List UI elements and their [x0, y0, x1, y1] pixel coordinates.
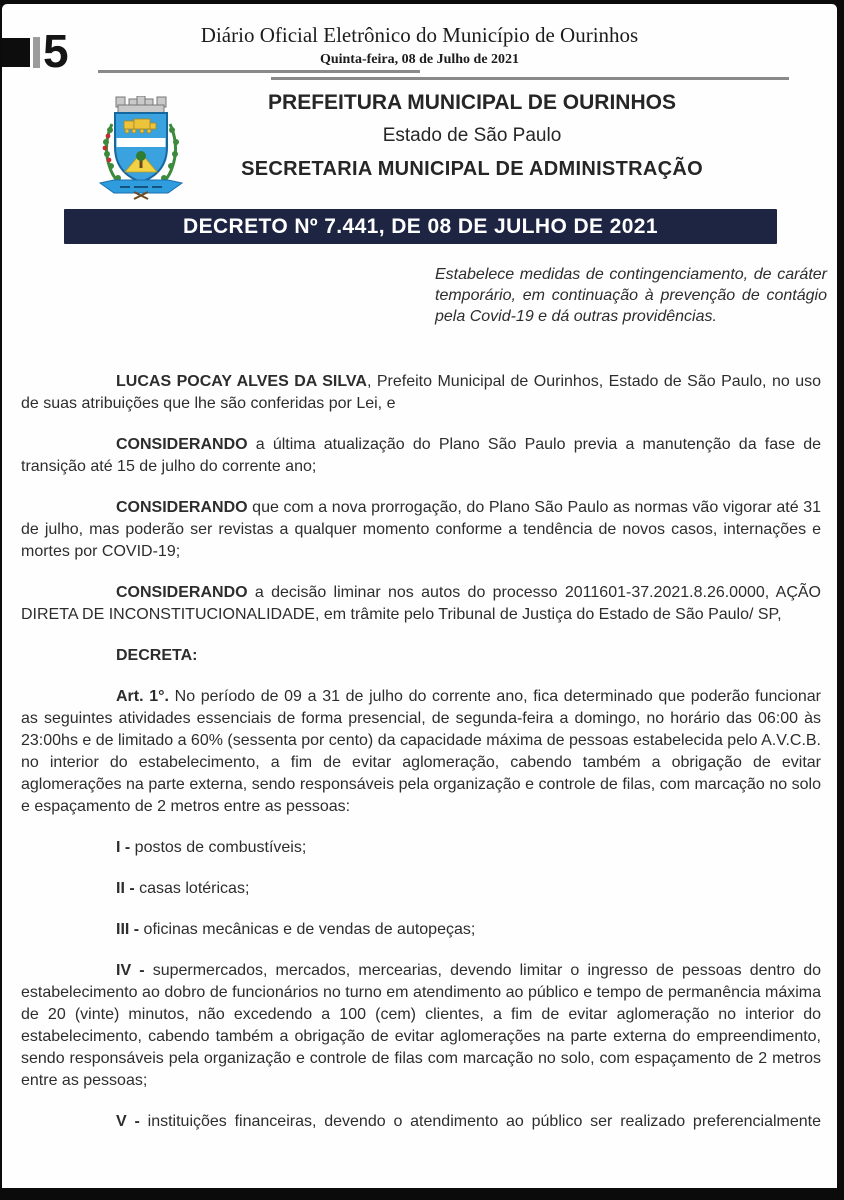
masthead-rule-right: [271, 77, 789, 80]
paragraph-considerando-3: CONSIDERANDO a decisão liminar nos autos do processo 2011601-37.2021.8.26.0000, AÇÃO DIRETA DE INCONSTITUCIONALIDADE, em trâmite pelo Tribunal de Justiça do Estado de São Paulo/ SP,: [21, 584, 821, 623]
page-number-black-tab: [2, 38, 30, 67]
page-number-gray-bar: [33, 37, 40, 68]
paragraph-art-1: Art. 1°. No período de 09 a 31 de julho do corrente ano, fica determinado que poderão funcionar as seguintes atividades essenciais de forma presencial, de segunda-feira a domingo, no horário das 06:00 às 23:00hs e de limitado a 60% (sessenta por cento) da capacidade máxima de pessoas estabelecida pelo A.V.C.B. no interior do estabelecimento, a fim de evitar aglomeração, cabendo também a obrigação de evitar aglomerações na parte externa, sendo responsáveis pela organização e controle de filas, com marcação no solo e espaçamento de 2 metros entre as pessoas:: [21, 688, 821, 815]
page-number: 5: [43, 25, 69, 77]
item-iv: IV - supermercados, mercados, mercearias, devendo limitar o ingresso de pessoas dentro do estabelecimento ao dobro de funcionários no turno em atendimento ao público e tempo de permanência máxima de 20 (vinte) minutos, não excedendo a 100 (cem) clientes, a fim de evitar aglomeração no interior do estabelecimento, cabendo também a obrigação de evitar aglomerações na parte externa do empreendimento, sendo responsáveis pela organização e controle de filas com marcação no solo, com espaçamento de 2 metros entre as pessoas;: [21, 962, 822, 1089]
item-ii: II - casas lotéricas;: [116, 880, 250, 897]
item-i: I - postos de combustíveis;: [116, 839, 307, 856]
document-page: [2, 4, 837, 1188]
masthead-rule-left: [98, 70, 420, 73]
org-name: PREFEITURA MUNICIPAL DE OURINHOS: [268, 91, 676, 114]
org-department: SECRETARIA MUNICIPAL DE ADMINISTRAÇÃO: [241, 158, 703, 180]
decree-title-banner: DECRETO Nº 7.441, DE 08 DE JULHO DE 2021: [64, 209, 777, 244]
decree-body: [21, 371, 821, 1152]
masthead-title: Diário Oficial Eletrônico do Município de Ourinhos: [200, 23, 639, 47]
item-v: V - instituições financeiras, devendo o atendimento ao público ser realizado preferencialmente: [116, 1113, 822, 1130]
masthead-date: Quinta-feira, 08 de Julho de 2021: [319, 52, 520, 67]
paragraph-decreta: DECRETA:: [116, 647, 198, 664]
paragraph-considerando-1: CONSIDERANDO a última atualização do Plano São Paulo previa a manutenção da fase de transição até 15 de julho do corrente ano;: [21, 436, 821, 475]
item-iii: III - oficinas mecânicas e de vendas de autopeças;: [116, 921, 476, 938]
decree-summary: Estabelece medidas de contingenciamento, de caráter temporário, em continuação à prevenção de contágio pela Covid-19 e dá outras providências.: [435, 266, 827, 325]
paragraph-preamble: LUCAS POCAY ALVES DA SILVA, Prefeito Municipal de Ourinhos, Estado de São Paulo, no uso de suas atribuições que lhe são conferidas por Lei, e: [21, 373, 822, 412]
paragraph-considerando-2: CONSIDERANDO que com a nova prorrogação, do Plano São Paulo as normas vão vigorar até 31 de julho, mas poderão ser revistas a qualquer momento conforme a tendência de novos casos, internações e mortes por COVID-19;: [21, 499, 821, 560]
org-state: Estado de São Paulo: [382, 125, 562, 146]
